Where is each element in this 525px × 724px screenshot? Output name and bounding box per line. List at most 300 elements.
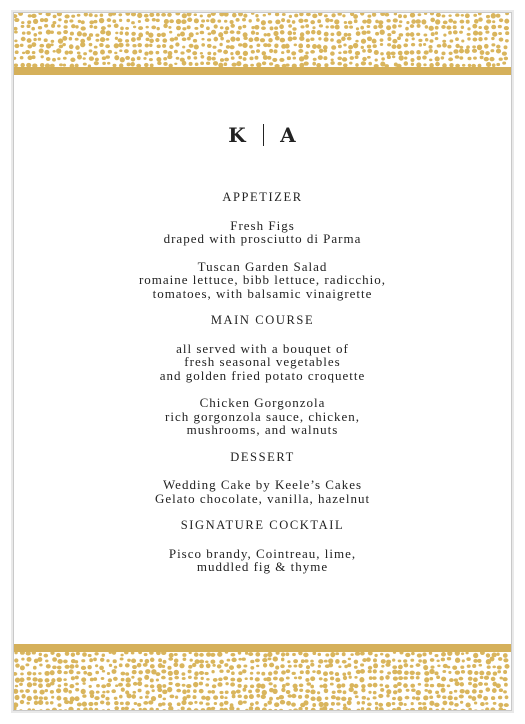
confetti-dot xyxy=(58,38,63,43)
confetti-dot xyxy=(406,33,410,37)
confetti-dot xyxy=(219,660,224,664)
confetti-dot xyxy=(168,26,171,29)
confetti-dot xyxy=(268,672,272,676)
confetti-dot xyxy=(446,26,451,30)
confetti-dot xyxy=(77,703,82,707)
confetti-dot xyxy=(459,56,463,59)
confetti-dot xyxy=(14,695,19,700)
confetti-dot xyxy=(52,58,56,62)
confetti-dot xyxy=(76,671,80,674)
confetti-dot xyxy=(430,684,434,687)
confetti-dot xyxy=(374,654,377,657)
confetti-dot xyxy=(348,708,351,710)
confetti-dot xyxy=(267,56,271,60)
confetti-dot xyxy=(368,691,371,694)
confetti-dot xyxy=(385,13,390,17)
confetti-dot xyxy=(334,19,339,24)
confetti-dot xyxy=(124,49,129,53)
confetti-dot xyxy=(168,677,172,680)
confetti-dot xyxy=(262,690,267,696)
confetti-dot xyxy=(195,62,199,66)
confetti-dot xyxy=(379,670,383,673)
confetti-dot xyxy=(248,652,253,656)
confetti-dot xyxy=(235,50,240,55)
confetti-dot xyxy=(460,709,465,710)
confetti-dot xyxy=(182,653,186,657)
confetti-dot xyxy=(134,702,138,705)
confetti-dot xyxy=(498,703,503,707)
confetti-dot xyxy=(156,672,161,676)
confetti-dot xyxy=(448,14,451,17)
confetti-dot xyxy=(238,684,242,688)
confetti-dot xyxy=(386,689,391,694)
confetti-dot xyxy=(435,654,439,657)
confetti-dot xyxy=(189,652,192,654)
confetti-dot xyxy=(324,32,329,37)
confetti-dot xyxy=(287,56,291,60)
confetti-dot xyxy=(65,652,70,656)
confetti-dot xyxy=(484,44,489,49)
confetti-dot xyxy=(483,696,488,701)
confetti-dot xyxy=(503,670,507,674)
confetti-dot xyxy=(399,20,402,23)
confetti-dot xyxy=(224,663,228,667)
confetti-dot xyxy=(34,701,38,706)
confetti-dot xyxy=(367,683,372,687)
confetti-dot xyxy=(411,689,416,693)
confetti-dot xyxy=(250,666,254,670)
confetti-dot xyxy=(138,670,143,674)
confetti-dot xyxy=(75,660,78,663)
confetti-dot xyxy=(312,652,316,655)
confetti-dot xyxy=(472,49,477,53)
confetti-dot xyxy=(474,701,477,704)
confetti-dot xyxy=(199,653,204,657)
confetti-dot xyxy=(230,36,235,41)
confetti-dot xyxy=(14,14,17,18)
confetti-dot xyxy=(350,56,354,60)
confetti-dot xyxy=(69,50,74,54)
confetti-dot xyxy=(152,689,155,692)
confetti-dot xyxy=(52,21,56,24)
confetti-dot xyxy=(33,695,38,699)
confetti-dot xyxy=(447,666,450,669)
confetti-dot xyxy=(454,703,459,707)
confetti-dot xyxy=(120,702,124,705)
confetti-dot xyxy=(169,19,174,23)
confetti-dot xyxy=(205,660,208,663)
confetti-dot xyxy=(206,678,210,681)
confetti-dot xyxy=(249,19,252,22)
confetti-dot xyxy=(310,685,314,689)
confetti-dot xyxy=(292,27,296,31)
confetti-dot xyxy=(77,55,82,60)
confetti-dot xyxy=(101,694,105,698)
confetti-dot xyxy=(132,44,136,47)
confetti-dot xyxy=(292,653,296,656)
confetti-dot xyxy=(342,14,345,17)
confetti-dot xyxy=(472,24,477,29)
confetti-dot xyxy=(94,26,98,29)
confetti-dot xyxy=(347,663,351,667)
confetti-dot xyxy=(448,57,453,61)
confetti-dot xyxy=(121,707,125,710)
confetti-dot xyxy=(223,50,228,54)
confetti-dot xyxy=(466,657,470,661)
confetti-dot xyxy=(267,43,272,47)
confetti-dot xyxy=(182,37,187,41)
confetti-dot xyxy=(394,13,397,15)
confetti-dot xyxy=(416,50,420,54)
confetti-dot xyxy=(310,50,315,54)
confetti-dot xyxy=(81,689,86,694)
confetti-dot xyxy=(268,709,272,710)
confetti-dot xyxy=(176,19,181,24)
confetti-dot xyxy=(14,57,16,60)
confetti-dot xyxy=(245,677,248,680)
confetti-dot xyxy=(251,50,255,54)
confetti-dot xyxy=(336,702,340,705)
confetti-dot xyxy=(337,56,342,60)
confetti-dot xyxy=(163,24,167,29)
confetti-dot xyxy=(504,45,508,49)
confetti-dot xyxy=(499,677,502,680)
confetti-dot xyxy=(125,701,130,705)
confetti-dot xyxy=(179,663,184,668)
confetti-dot xyxy=(217,682,222,687)
confetti-dot xyxy=(51,40,55,43)
confetti-dot xyxy=(262,51,267,55)
confetti-dot xyxy=(454,690,457,693)
confetti-dot xyxy=(292,672,296,675)
confetti-dot xyxy=(194,44,199,49)
confetti-dot xyxy=(429,669,434,674)
confetti-dot xyxy=(210,653,215,657)
confetti-dot xyxy=(131,37,136,42)
confetti-dot xyxy=(491,696,495,700)
confetti-dot xyxy=(490,49,494,52)
confetti-dot xyxy=(286,690,291,694)
confetti-dot xyxy=(313,58,317,61)
confetti-dot xyxy=(341,697,346,701)
confetti-dot xyxy=(206,62,210,65)
confetti-dot xyxy=(373,691,377,695)
confetti-dot xyxy=(348,45,353,50)
confetti-dot xyxy=(477,659,481,663)
confetti-dot xyxy=(27,677,31,681)
confetti-dot xyxy=(490,707,495,710)
confetti-dot xyxy=(422,659,427,664)
confetti-dot xyxy=(343,690,347,694)
confetti-dot xyxy=(52,665,56,669)
confetti-dot xyxy=(410,708,415,710)
confetti-dot xyxy=(491,25,496,29)
confetti-dot xyxy=(330,25,334,29)
gold-rule-top xyxy=(14,67,511,75)
confetti-dot xyxy=(367,25,371,28)
confetti-dot xyxy=(238,56,242,59)
confetti-dot xyxy=(57,31,62,34)
confetti-dot xyxy=(137,663,142,668)
confetti-dot xyxy=(106,30,111,36)
confetti-dot xyxy=(347,671,351,675)
confetti-dot xyxy=(396,707,401,710)
confetti-dot xyxy=(287,31,292,36)
confetti-dot xyxy=(125,13,130,16)
confetti-dot xyxy=(119,663,123,667)
confetti-dot xyxy=(474,709,478,710)
confetti-dot xyxy=(468,708,472,710)
confetti-dot xyxy=(145,18,150,22)
confetti-dot xyxy=(417,56,421,60)
confetti-dot xyxy=(441,652,446,657)
confetti-dot xyxy=(89,707,93,710)
confetti-dot xyxy=(109,664,112,667)
confetti-dot xyxy=(64,683,68,686)
confetti-dot xyxy=(496,63,500,66)
confetti-dot xyxy=(146,38,150,41)
confetti-dot xyxy=(305,689,310,693)
confetti-dot xyxy=(20,678,25,683)
confetti-dot xyxy=(305,670,309,675)
confetti-dot xyxy=(255,652,260,657)
confetti-dot xyxy=(280,38,285,43)
confetti-dot xyxy=(118,38,123,42)
confetti-dot xyxy=(499,58,503,61)
confetti-dot xyxy=(125,32,129,36)
confetti-dot xyxy=(20,700,24,704)
confetti-dot xyxy=(82,33,87,37)
confetti-dot xyxy=(269,49,273,53)
confetti-dot xyxy=(261,695,266,700)
confetti-dot xyxy=(174,37,178,41)
confetti-dot xyxy=(361,684,366,688)
dot-pattern-bottom-graphic xyxy=(14,652,511,710)
confetti-dot xyxy=(113,659,117,663)
confetti-dot xyxy=(83,57,86,60)
confetti-dot xyxy=(412,37,415,40)
confetti-dot xyxy=(437,44,442,48)
confetti-dot xyxy=(77,708,80,710)
confetti-dot xyxy=(430,658,435,662)
confetti-dot xyxy=(380,38,384,41)
confetti-dot xyxy=(32,677,37,681)
confetti-dot xyxy=(353,43,358,48)
confetti-dot xyxy=(190,659,193,662)
confetti-dot xyxy=(324,660,328,663)
confetti-dot xyxy=(75,688,79,691)
confetti-dot xyxy=(162,709,166,710)
confetti-dot xyxy=(460,701,463,704)
confetti-dot xyxy=(373,663,378,668)
confetti-dot xyxy=(493,702,497,705)
confetti-dot xyxy=(206,652,211,657)
confetti-dot xyxy=(317,691,320,694)
confetti-dot xyxy=(242,688,246,692)
confetti-dot xyxy=(288,665,292,668)
confetti-dot xyxy=(100,50,105,55)
confetti-dot xyxy=(329,671,334,675)
confetti-dot xyxy=(199,682,203,686)
confetti-dot xyxy=(336,696,341,700)
confetti-dot xyxy=(387,43,391,46)
confetti-dot xyxy=(288,24,292,27)
confetti-dot xyxy=(403,15,407,19)
confetti-dot xyxy=(423,43,426,46)
confetti-dot xyxy=(44,671,49,676)
confetti-dot xyxy=(348,33,352,36)
confetti-dot xyxy=(145,690,149,694)
confetti-dot xyxy=(176,26,181,31)
confetti-dot xyxy=(299,36,304,41)
confetti-dot xyxy=(132,670,137,674)
confetti-dot xyxy=(69,37,73,41)
confetti-dot xyxy=(311,708,316,710)
confetti-dot xyxy=(181,672,185,676)
confetti-dot xyxy=(293,708,298,710)
confetti-dot xyxy=(423,63,426,66)
confetti-dot xyxy=(56,653,61,657)
confetti-dot xyxy=(306,13,311,16)
confetti-dot xyxy=(156,679,159,682)
confetti-dot xyxy=(360,26,364,30)
confetti-dot xyxy=(380,13,385,16)
confetti-dot xyxy=(63,659,68,663)
confetti-dot xyxy=(298,707,302,710)
confetti-dot xyxy=(353,691,357,695)
confetti-dot xyxy=(404,671,409,675)
confetti-dot xyxy=(341,37,346,42)
confetti-dot xyxy=(111,669,116,674)
confetti-dot xyxy=(478,37,482,41)
confetti-dot xyxy=(496,652,499,655)
confetti-dot xyxy=(115,32,118,35)
confetti-dot xyxy=(118,43,123,48)
confetti-dot xyxy=(454,678,458,681)
confetti-dot xyxy=(298,664,302,668)
confetti-dot xyxy=(335,659,340,664)
confetti-dot xyxy=(144,52,148,56)
confetti-dot xyxy=(281,652,285,656)
confetti-dot xyxy=(429,708,433,710)
confetti-dot xyxy=(156,57,161,62)
confetti-dot xyxy=(448,31,452,35)
confetti-dot xyxy=(286,701,291,706)
confetti-dot xyxy=(359,677,364,682)
confetti-dot xyxy=(312,670,315,673)
confetti-dot xyxy=(399,652,403,654)
confetti-dot xyxy=(499,707,504,710)
confetti-dot xyxy=(45,678,50,682)
confetti-dot xyxy=(373,658,377,662)
confetti-dot xyxy=(15,685,18,688)
confetti-dot xyxy=(499,38,504,42)
confetti-dot xyxy=(243,14,247,18)
confetti-dot xyxy=(397,682,402,686)
confetti-dot xyxy=(504,57,508,61)
confetti-dot xyxy=(187,13,192,16)
confetti-dot xyxy=(243,32,248,37)
confetti-dot xyxy=(355,695,359,698)
confetti-dot xyxy=(207,52,211,55)
confetti-dot xyxy=(255,658,260,662)
confetti-dot xyxy=(57,670,62,674)
confetti-dot xyxy=(22,52,25,54)
section-heading-signature-cocktail: SIGNATURE COCKTAIL xyxy=(180,518,345,532)
confetti-dot xyxy=(45,701,48,705)
confetti-dot xyxy=(368,666,372,670)
confetti-dot xyxy=(398,14,402,18)
confetti-dot xyxy=(46,13,51,16)
confetti-dot xyxy=(398,51,403,55)
confetti-dot xyxy=(81,677,86,682)
confetti-dot xyxy=(87,665,91,669)
confetti-dot xyxy=(89,658,93,662)
confetti-dot xyxy=(118,13,122,16)
confetti-dot xyxy=(424,677,429,682)
confetti-dot xyxy=(225,652,228,654)
confetti-dot xyxy=(50,30,54,33)
confetti-dot xyxy=(425,25,429,29)
confetti-dot xyxy=(293,36,297,40)
confetti-dot xyxy=(268,38,272,42)
confetti-dot xyxy=(27,38,32,43)
confetti-dot xyxy=(219,669,223,672)
confetti-dot xyxy=(223,31,228,35)
confetti-dot xyxy=(163,57,167,61)
confetti-dot xyxy=(360,669,365,674)
confetti-dot xyxy=(187,25,191,29)
confetti-dot xyxy=(387,55,391,59)
confetti-dot xyxy=(201,19,205,22)
confetti-dot xyxy=(398,676,403,680)
confetti-dot xyxy=(182,684,186,687)
confetti-dot xyxy=(64,709,68,710)
menu-content xyxy=(14,191,511,574)
confetti-dot xyxy=(275,666,279,670)
confetti-dot xyxy=(343,706,348,710)
confetti-dot xyxy=(392,708,397,710)
confetti-dot xyxy=(478,17,483,21)
confetti-dot xyxy=(325,18,330,23)
confetti-dot xyxy=(74,696,79,701)
confetti-dot xyxy=(281,51,284,54)
confetti-dot xyxy=(33,38,36,41)
confetti-dot xyxy=(95,39,99,42)
item-description: draped with prosciutto di Parma xyxy=(163,231,362,246)
confetti-dot xyxy=(312,14,317,19)
confetti-dot xyxy=(56,688,61,693)
confetti-dot xyxy=(45,689,48,692)
confetti-dot xyxy=(187,689,190,693)
confetti-dot xyxy=(374,50,379,55)
confetti-dot xyxy=(335,652,339,655)
confetti-dot xyxy=(355,40,358,43)
confetti-dot xyxy=(224,62,228,66)
confetti-dot xyxy=(207,44,212,48)
confetti-dot xyxy=(435,691,439,694)
confetti-dot xyxy=(183,658,187,661)
confetti-dot xyxy=(502,709,506,710)
item-title: Wedding Cake by Keele’s Cakes xyxy=(162,477,363,492)
confetti-dot xyxy=(56,48,61,53)
confetti-dot xyxy=(342,660,347,664)
confetti-dot xyxy=(93,658,97,662)
confetti-dot xyxy=(106,690,110,693)
confetti-dot xyxy=(472,683,477,688)
confetti-dot xyxy=(18,13,23,16)
confetti-dot xyxy=(121,688,125,692)
